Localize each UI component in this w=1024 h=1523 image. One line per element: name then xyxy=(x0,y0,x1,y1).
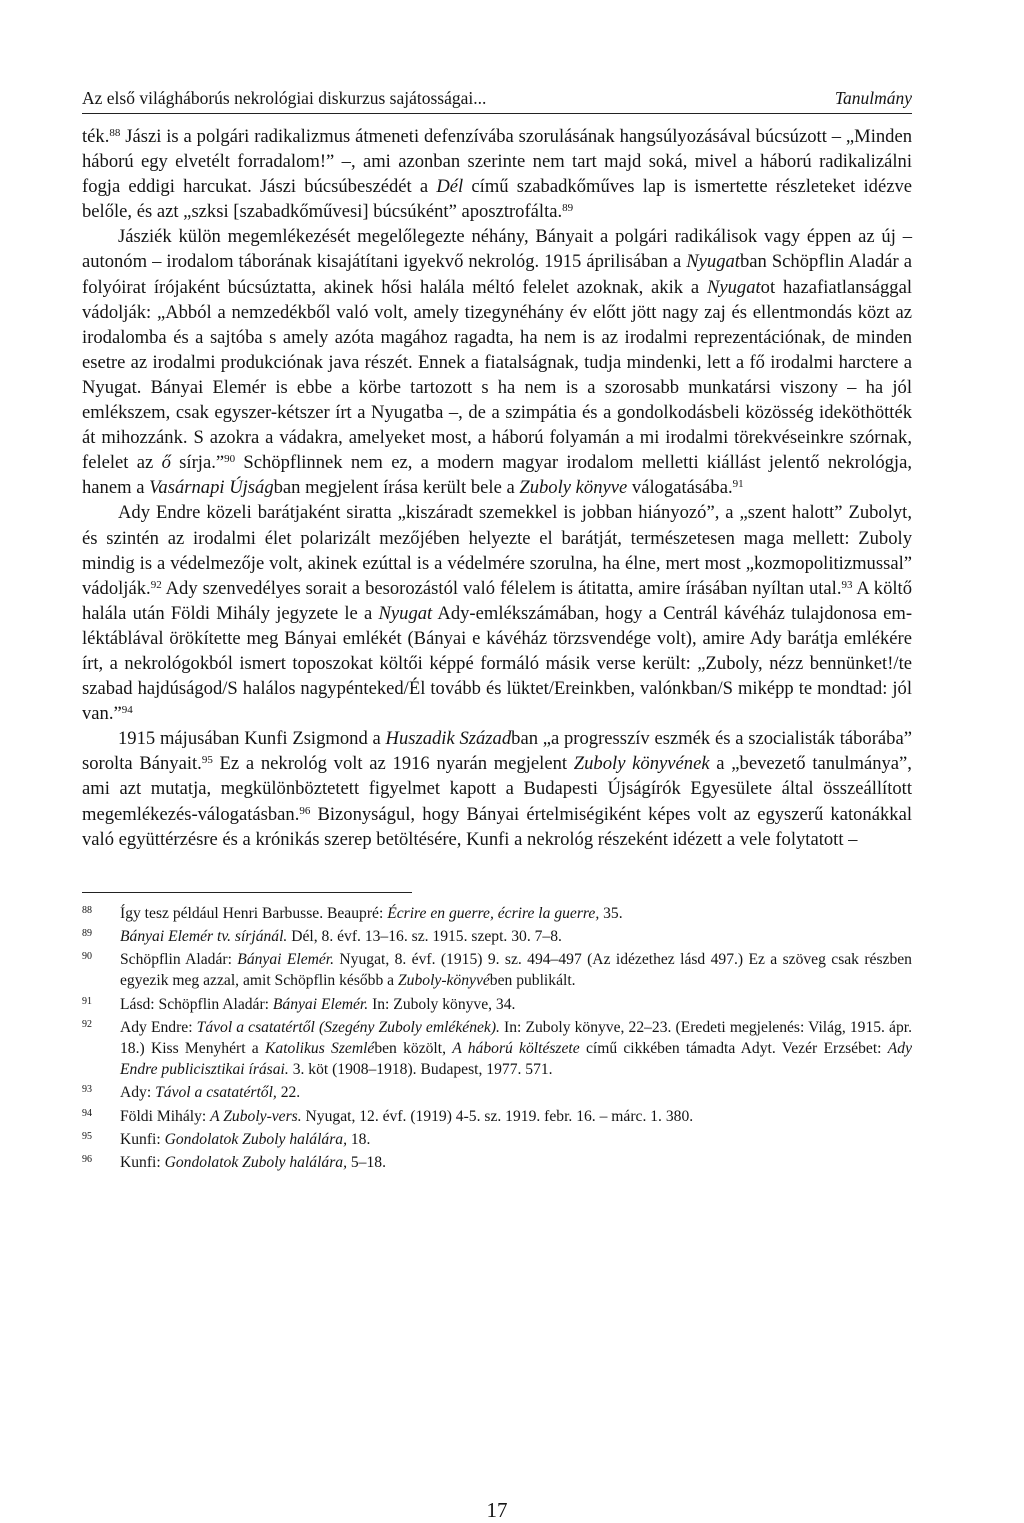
footnote-89 xyxy=(82,926,912,947)
text-run: Kunfi: xyxy=(120,1153,165,1171)
italic-title: Nyugat xyxy=(706,276,761,298)
text-run: 18. xyxy=(346,1130,371,1148)
italic-title: Bányai Elemér tv. sírjánál. xyxy=(120,927,288,945)
italic-title: Zuboly-könyvé xyxy=(398,972,490,990)
footnote-divider xyxy=(82,892,412,893)
footnote-ref[interactable]: 96 xyxy=(299,804,311,817)
paragraph-1 xyxy=(82,124,912,224)
main-text xyxy=(82,124,912,852)
footnote-number: 94 xyxy=(82,1107,92,1119)
footnote-93 xyxy=(82,1082,912,1103)
text-run: sírja.” xyxy=(170,452,225,474)
text-run: Dél, 8. évf. 13–16. sz. 1915. szept. 30. 7–8. xyxy=(287,927,562,945)
text-run: 22. xyxy=(276,1084,301,1102)
text-run: Bizonyságul, hogy Bányai értelmiségiként képes volt az egyszerű katonákkal való együttérzésre és a krónikás szerep betöltésére, Kunfi a nekrológ részeként idézett a vele folytatott – xyxy=(82,803,912,850)
text-run: 1915 májusában Kunfi Zsigmond a xyxy=(118,728,386,750)
running-title: Az első világháborús nekrológiai diskurzus sajátosságai... xyxy=(82,88,487,108)
footnote-number: 95 xyxy=(82,1130,92,1142)
footnote-number: 93 xyxy=(82,1084,92,1096)
text-run: Schöpflinnek nem ez, a modern magyar irodalom melletti kiállást jelentő nekrológja, hanem a xyxy=(82,452,912,499)
footnote-ref[interactable]: 90 xyxy=(224,453,236,466)
text-run: ték. xyxy=(82,126,110,147)
footnote-ref[interactable]: 93 xyxy=(841,578,853,591)
footnote-95 xyxy=(82,1129,912,1150)
running-header xyxy=(82,88,912,114)
text-run: A költő halála után Földi Mihály jegyzete le a xyxy=(82,577,913,624)
text-run: ban Schöpflin Aladár a folyóirat írójaként búcsúztatta, akinek hősi halála méltó felelet azoknak, akik a xyxy=(82,251,912,298)
text-run: Ady-emlékszámában, hogy a Centrál kávéház tulajdonosa emléktáblával örökítette meg Bányai emlékét (Bányai e kávéház törzsvendége volt), amire Ady barátja emlékére írt, a nekrológokból ismert toposzokat költői képpé formáló másik verse került: „Zuboly, nézz bennünket!/te szabad hajdúságod/S halálos nagypénteked/Él tovább és lüktet/Ereinkben, valónkban/S miképp te mondtad: jól van.” xyxy=(82,602,913,725)
text-run: ban megjelent írása került bele a xyxy=(273,477,520,499)
footnote-number: 91 xyxy=(82,995,92,1007)
page-number: 17 xyxy=(486,1498,508,1522)
footnote-text xyxy=(120,1017,912,1081)
text-run: válogatásába. xyxy=(627,477,733,499)
italic-title: Ady Endre publicisztikai írásai. xyxy=(120,1039,912,1079)
footnote-ref[interactable]: 95 xyxy=(201,754,213,767)
text-run: című szabadkőműves lap is ismertette részleteket idézve belőle, és azt „szksi [szabadkőművesi] búcsúként” aposztrofálta. xyxy=(82,176,912,223)
text-run: Ady szenvedélyes sorait a besorozástól való félelem is átitatta, amire írásában nyíltan utal. xyxy=(161,577,842,599)
text-run: In: Zuboly könyve, 22–23. (Eredeti megjelenés: Világ, 1915. ápr. 18.) Kiss Menyhért a xyxy=(120,1018,912,1057)
footnote-text xyxy=(120,1129,912,1150)
text-run: ben publikált. xyxy=(489,972,576,990)
paragraph-2 xyxy=(82,224,912,500)
text-run: Ady Endre közeli barátjaként siratta „kiszáradt szemekkel is jobban hiányozó”, a „szent halott” Zubolyt, és szintén az irodalmi élet polarizált mezőjében helyezte el barátját, természetesen maga mellett: Zuboly mindig is a védelmezője volt, akinek ezúttal is a védelmére szorulna, ha élne, mert most „kozmopolitizmussal” vádolják. xyxy=(82,502,912,599)
text-run: In: Zuboly könyve, 34. xyxy=(368,995,516,1013)
italic-title: Bányai Elemér. xyxy=(272,995,369,1013)
text-run: Ady: xyxy=(120,1084,156,1102)
footnote-88 xyxy=(82,903,912,924)
italic-title: Écrire en guerre, écrire la guerre, xyxy=(387,904,600,922)
text-run: 5–18. xyxy=(346,1153,386,1171)
footnote-ref[interactable]: 94 xyxy=(121,704,133,717)
text-run: Földi Mihály: xyxy=(120,1107,211,1125)
footnote-ref[interactable]: 92 xyxy=(150,578,162,591)
italic-title: A háború költészete xyxy=(452,1039,580,1057)
italic-title: Gondolatok Zuboly halálára, xyxy=(164,1130,347,1148)
italic-title: Vasárnapi Újság xyxy=(149,477,274,499)
footnote-94 xyxy=(82,1106,912,1127)
footnote-90 xyxy=(82,949,912,991)
text-run: 3. köt (1908–1918). Budapest, 1977. 571. xyxy=(288,1061,553,1079)
text-run: ben közölt, xyxy=(374,1039,453,1057)
footnote-ref[interactable]: 89 xyxy=(562,202,574,215)
footnote-96 xyxy=(82,1152,912,1173)
text-run: Ady Endre: xyxy=(120,1018,197,1036)
text-run: ot hazafiatlansággal vádolják: „Abból a nemzedékből való volt, amely tizegynéhány év előtt jött nagy zaj és ellentmondás közt az irodalomba és a sajtóba s amely azóta magához ragadta, ha nem is az irodalmi reprezentációnak, de minden esetre az irodalmi produkciónak java részét. Ennek a fiatalságnak, tudja mindenki, lett a fő irodalmi harctere a Nyugat. Bányai Elemér is ebbe a körbe tartozott s ha nem is a szorosabb munkatársi viszony – ha jól emlékszem, csak egyszer-kétszer írt a Nyugatba –, de a szimpátia és a gondolkodásbeli közösség ideköthötték át mihozzánk. S azokra a vádakra, amelyeket most, a háború folyamán a mi irodalmi törekvéseinkre szórnak, felelet az xyxy=(82,276,912,474)
footnote-number: 90 xyxy=(82,951,92,963)
text-run: Schöpflin Aladár: xyxy=(120,951,238,969)
section-label: Tanulmány xyxy=(834,88,912,108)
footnote-ref[interactable]: 91 xyxy=(732,478,744,491)
footnote-text xyxy=(120,1152,912,1173)
footnote-91 xyxy=(82,994,912,1015)
italic-title: Katolikus Szemlé xyxy=(265,1039,375,1057)
text-run: a „bevezető tanulmánya”, ami azt mutatja, megkülönböztetett figyelmet kapott a Budapesti Újságírók Egyesülete által összeállított megemlékezés-válogatásban. xyxy=(82,753,912,825)
italic-title: Nyugat xyxy=(686,251,740,273)
document-page xyxy=(82,88,913,1522)
footnote-text xyxy=(120,903,912,924)
text-run: 35. xyxy=(599,904,623,922)
footnote-text xyxy=(120,994,912,1015)
footnote-text xyxy=(120,1082,912,1103)
footnote-92 xyxy=(82,1017,912,1081)
text-run: című cikkében támadta Adyt. Vezér Erzsébet: xyxy=(579,1039,888,1057)
footnote-number: 89 xyxy=(82,927,92,939)
paragraph-4 xyxy=(82,726,912,851)
footnote-text xyxy=(120,926,912,947)
footnote-ref[interactable]: 88 xyxy=(109,127,121,139)
text-run: Lásd: Schöpflin Aladár: xyxy=(120,995,273,1013)
italic-title: A Zuboly-vers. xyxy=(210,1107,302,1125)
paragraph-3 xyxy=(82,500,912,726)
italic-title: Távol a csatatértől (Szegény Zuboly emlékének). xyxy=(196,1018,500,1036)
text-run: Nyugat, 8. évf. (1915) 9. sz. 494–497 (Az idézethez lásd 497.) Ez a szöveg csak részben egyezik meg azzal, amit Schöpflin később a xyxy=(120,951,912,990)
footnote-number: 92 xyxy=(82,1018,92,1030)
text-run: Jásziék külön megemlékezését megelőlegezte néhány, Bányait a polgári radikálisok vagy éppen az új – autonóm – irodalom táborának kisajátítani igyekvő nekrológ. 1915 áprilisában a xyxy=(82,226,912,273)
italic-title: Dél xyxy=(436,176,464,198)
italic-title: Nyugat xyxy=(378,602,433,624)
italic-title: Gondolatok Zuboly halálára, xyxy=(164,1153,347,1171)
text-run: Ez a nekrológ volt az 1916 nyarán megjelent xyxy=(212,753,574,775)
text-run: ban „a progresszív eszmék és a szocialisták táborába” sorolta Bányait. xyxy=(82,728,912,775)
footnote-number: 96 xyxy=(82,1153,92,1165)
footnote-number: 88 xyxy=(82,904,92,916)
italic-title: Zuboly könyve xyxy=(519,477,628,499)
italic-title: Zuboly könyvének xyxy=(573,753,710,775)
footnotes xyxy=(82,903,912,1173)
text-run: Kunfi: xyxy=(120,1130,165,1148)
italic-title: Távol a csatatértől, xyxy=(155,1084,277,1102)
footnote-text xyxy=(120,1106,912,1127)
italic-title: Huszadik Század xyxy=(385,728,512,750)
footnote-text xyxy=(120,949,912,991)
text-run: Nyugat, 12. évf. (1919) 4-5. sz. 1919. febr. 16. – márc. 1. 380. xyxy=(301,1107,694,1125)
text-run: Így tesz például Henri Barbusse. Beaupré: xyxy=(120,904,388,922)
italic-word: ő xyxy=(161,452,171,474)
text-run: Jászi is a polgári radikalizmus átmeneti defenzívába szorulásának hangsúlyozásával búcsúzott – „Minden háború egy elvetélt forradalom!” –, ami azonban szerinte nem tart majd soká, mivel a háború radikalizálni fogja eddigi harcukat. Jászi búcsúbeszédét a xyxy=(82,126,912,198)
italic-title: Bányai Elemér. xyxy=(237,951,335,969)
